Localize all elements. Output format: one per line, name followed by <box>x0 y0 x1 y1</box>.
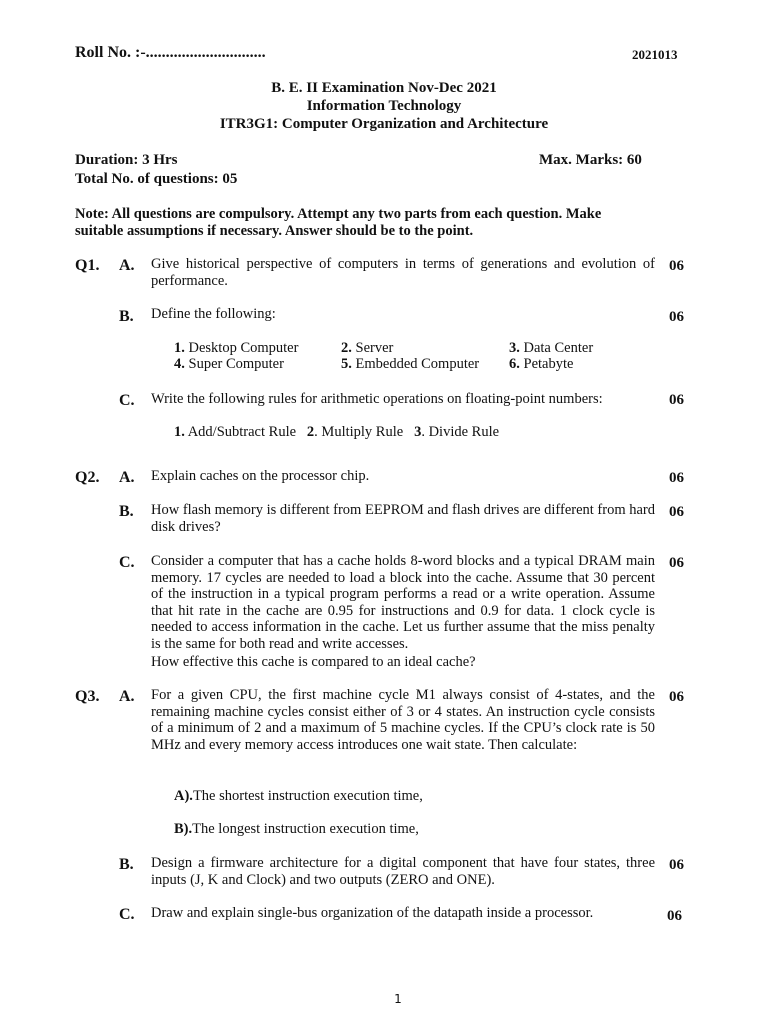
q2-part-b-text: How flash memory is different from EEPROM and flash drives are different from hard disk drives? <box>151 502 656 535</box>
note-line-2: suitable assumptions if necessary. Answer should be to the point. <box>75 223 474 239</box>
q1-c-items: 1. Add/Subtract Rule 2. Multiply Rule 3. Divide Rule <box>174 424 500 440</box>
question-3-label: Q3. <box>75 688 100 705</box>
q1-part-c-marks: 06 <box>669 392 684 408</box>
q1-part-b-marks: 06 <box>669 309 684 325</box>
paper-code: 2021013 <box>632 47 678 62</box>
q1-part-a-text: Give historical perspective of computers in terms of generations and evolution of performance. <box>151 256 655 289</box>
department-title: Information Technology <box>306 98 462 114</box>
q2-part-a-text: Explain caches on the processor chip. <box>151 468 370 484</box>
q1-part-b-text: Define the following: <box>151 306 276 322</box>
q1-part-a-marks: 06 <box>669 258 684 274</box>
q2-part-c-label: C. <box>119 554 135 571</box>
course-title: ITR3G1: Computer Organization and Architecture <box>219 116 549 132</box>
q3-a-sub-b: B).The longest instruction execution time, <box>174 821 419 837</box>
q2-part-b-marks: 06 <box>669 504 684 520</box>
q1-b-item-2: 2. Server <box>341 340 394 356</box>
q1-b-item-3: 3. Data Center <box>509 340 594 356</box>
question-1-label: Q1. <box>75 257 100 274</box>
q3-a-sub-a: A).The shortest instruction execution time, <box>174 788 423 804</box>
q1-b-item-5: 5. Embedded Computer <box>341 356 480 372</box>
q3-part-c-text: Draw and explain single-bus organization of the datapath inside a processor. <box>151 905 594 921</box>
note-line-1: Note: All questions are compulsory. Attempt any two parts from each question. Make <box>75 206 602 222</box>
q1-part-b-label: B. <box>119 308 134 325</box>
q3-part-c-label: C. <box>119 906 135 923</box>
q3-part-b-label: B. <box>119 856 134 873</box>
q3-part-b-text: Design a firmware architecture for a digital component that have four states, three inputs (J, K and Clock) and two outputs (ZERO and ONE). <box>151 855 655 888</box>
q3-part-a-text: For a given CPU, the first machine cycle M1 always consist of 4-states, and the remaining machine cycles consist either of 3 or 4 states. An instruction cycle consists of a minimum of 2 and a maximum of 5 machine cycles. If the CPU’s clock rate is 50 MHz and every memory access introduces one wait state. Then calculate: <box>151 687 655 753</box>
q1-b-item-1: 1. Desktop Computer <box>174 340 299 356</box>
q1-part-c-text: Write the following rules for arithmetic operations on floating-point numbers: <box>151 391 603 407</box>
q3-part-a-label: A. <box>119 688 135 705</box>
q3-part-c-marks: 06 <box>667 908 682 924</box>
question-2-label: Q2. <box>75 469 100 486</box>
q2-part-a-label: A. <box>119 469 135 486</box>
q2-part-c-marks: 06 <box>669 555 684 571</box>
q1-b-item-4: 4. Super Computer <box>174 356 284 372</box>
exam-title: B. E. II Examination Nov-Dec 2021 <box>271 80 497 96</box>
q1-b-item-6: 6. Petabyte <box>509 356 574 372</box>
q3-part-b-marks: 06 <box>669 857 684 873</box>
q2-part-b-label: B. <box>119 503 134 520</box>
q1-part-a-label: A. <box>119 257 135 274</box>
max-marks: Max. Marks: 60 <box>539 152 642 168</box>
q2-part-a-marks: 06 <box>669 470 684 486</box>
q2-part-c-text: Consider a computer that has a cache holds 8-word blocks and a typical DRAM main memory. 17 cycles are needed to load a block into the cache. Assume that 30 percent of the instruction in a typical program performs a read or a write operation. Assume that hit rate in the cache are 0.95 for instructions and 0.9 for data. 1 clock cycle is needed to access information in the cache. Let us further assume that the miss penalty is the same for both read and write accesses. <box>151 553 655 652</box>
q1-part-c-label: C. <box>119 392 135 409</box>
q2-part-c-question: How effective this cache is compared to an ideal cache? <box>151 654 476 670</box>
duration: Duration: 3 Hrs <box>75 152 178 168</box>
q3-part-a-marks: 06 <box>669 689 684 705</box>
total-questions: Total No. of questions: 05 <box>75 171 238 187</box>
page-number: 1 <box>394 992 402 1006</box>
roll-number: Roll No. :-.............................. <box>75 44 266 61</box>
